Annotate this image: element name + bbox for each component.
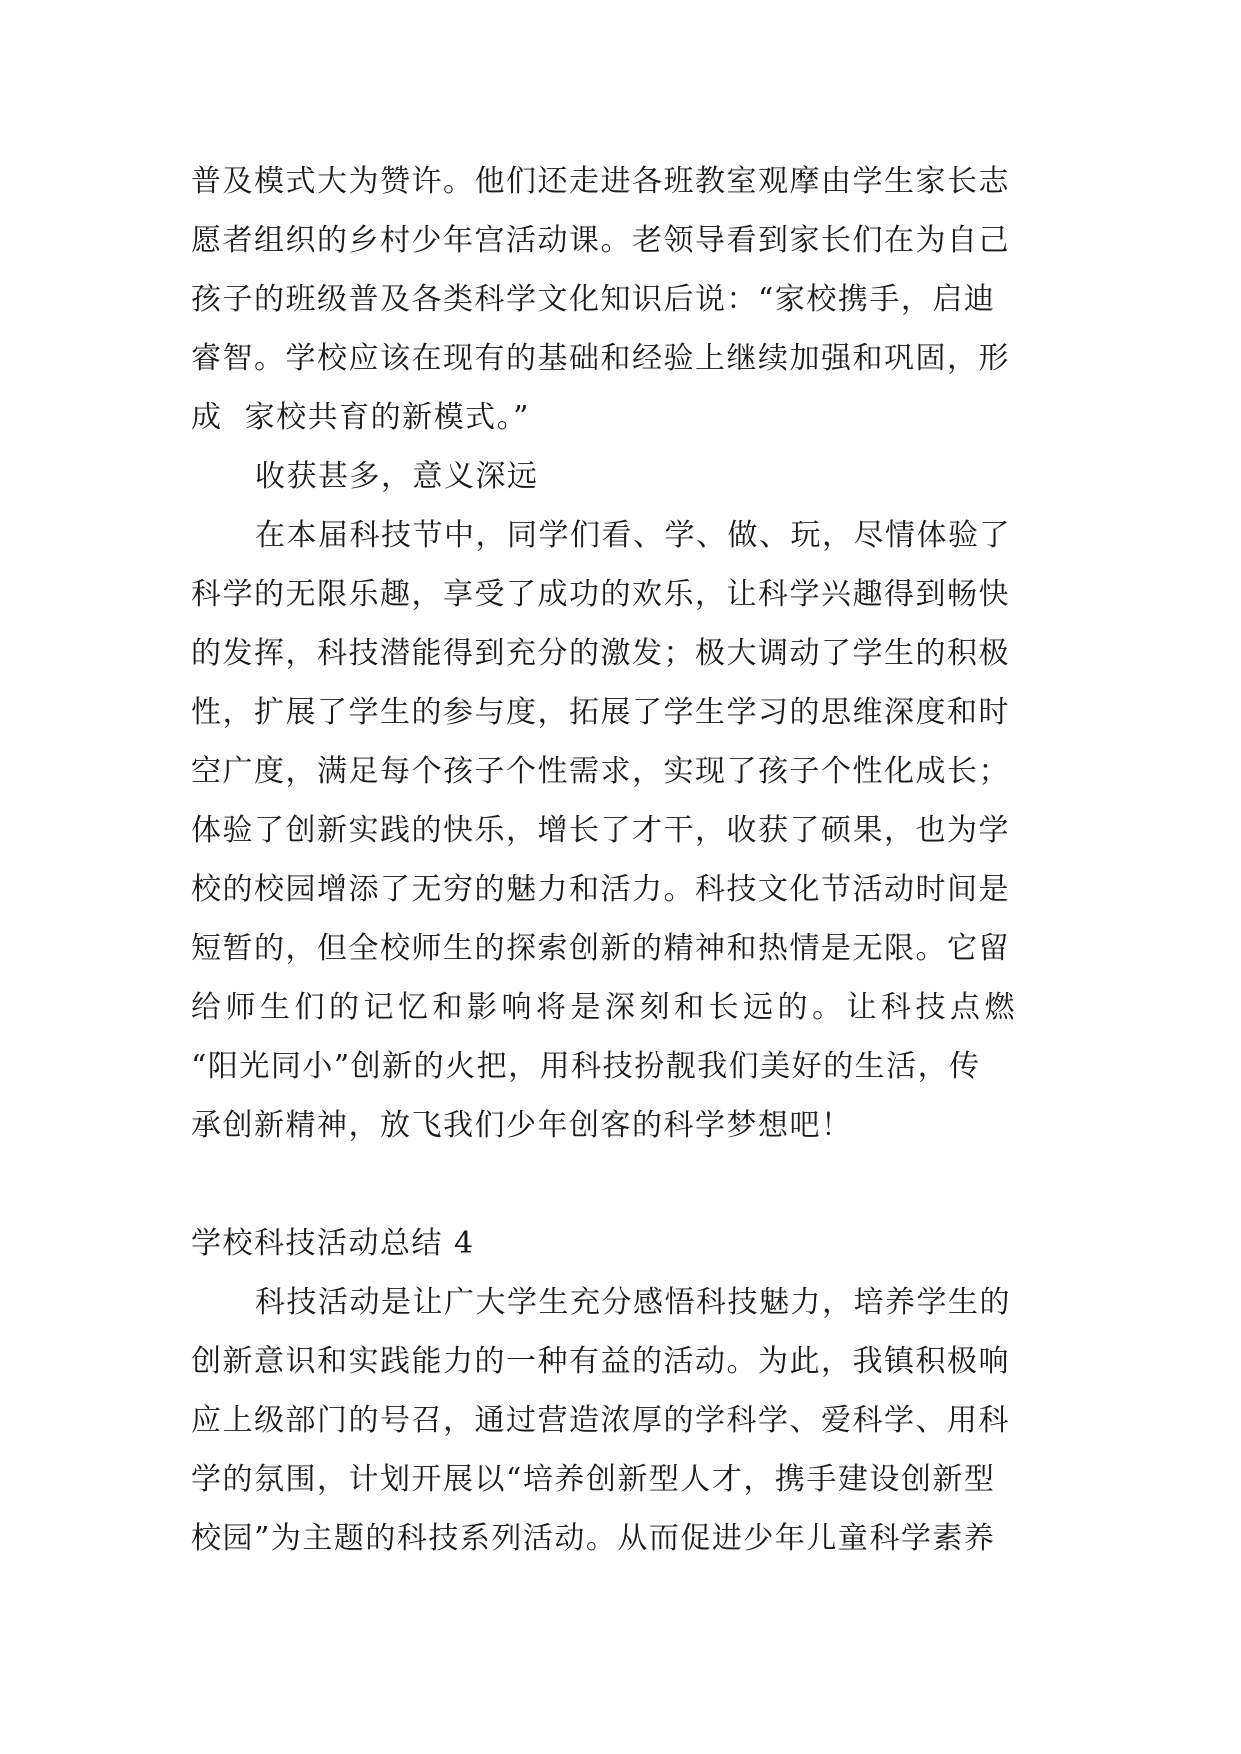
text-line: 普及模式大为赞许。他们还走进各班教室观摩由学生家长志 <box>191 164 1010 199</box>
paragraph-intro <box>191 1273 1051 1568</box>
subheading: 收获甚多，意义深远 <box>255 459 539 494</box>
text-line: 的发挥，科技潜能得到充分的激发；极大调动了学生的积极 <box>191 636 1010 671</box>
section-spacer <box>191 1155 1051 1214</box>
text-line: 体验了创新实践的快乐，增长了才干，收获了硕果，也为学 <box>191 813 1010 848</box>
text-line: 应上级部门的号召，通过营造浓厚的学科学、爱科学、用科 <box>191 1403 1010 1438</box>
section-title: 学校科技活动总结 4 <box>191 1226 475 1261</box>
text-line: “阳光同小”创新的火把，用科技扮靓我们美好的生活，传 <box>191 1049 981 1084</box>
paragraph-conclusion <box>191 506 1051 1155</box>
text-line: 科技活动是让广大学生充分感悟科技魅力，培养学生的 <box>255 1285 1011 1320</box>
text-line: 学的氛围，计划开展以“培养创新型人才，携手建设创新型 <box>191 1462 996 1497</box>
text-line: 创新意识和实践能力的一种有益的活动。为此，我镇积极响 <box>191 1344 1010 1379</box>
text-line: 性，扩展了学生的参与度，拓展了学生学习的思维深度和时 <box>191 695 1010 730</box>
text-line: 成 家校共育的新模式。” <box>191 400 530 435</box>
paragraph-continuation <box>191 152 1051 447</box>
text-line: 孩子的班级普及各类科学文化知识后说：“家校携手，启迪 <box>191 282 996 317</box>
text-line: 空广度，满足每个孩子个性需求，实现了孩子个性化成长； <box>191 754 1010 789</box>
text-line: 短暂的，但全校师生的探索创新的精神和热情是无限。它留 <box>191 931 1010 966</box>
text-line: 校园”为主题的科技系列活动。从而促进少年儿童科学素养 <box>191 1521 996 1556</box>
text-line: 愿者组织的乡村少年宫活动课。老领导看到家长们在为自己 <box>191 223 1010 258</box>
text-line: 睿智。学校应该在现有的基础和经验上继续加强和巩固，形 <box>191 341 1010 376</box>
text-line: 给师生们的记忆和影响将是深刻和长远的。让科技点燃 <box>191 990 1019 1025</box>
document-page <box>191 152 1051 1568</box>
text-line: 校的校园增添了无穷的魅力和活力。科技文化节活动时间是 <box>191 872 1010 907</box>
text-line: 承创新精神，放飞我们少年创客的科学梦想吧！ <box>191 1108 853 1143</box>
text-line: 在本届科技节中，同学们看、学、做、玩，尽情体验了 <box>255 518 1011 553</box>
text-line: 科学的无限乐趣，享受了成功的欢乐，让科学兴趣得到畅快 <box>191 577 1010 612</box>
